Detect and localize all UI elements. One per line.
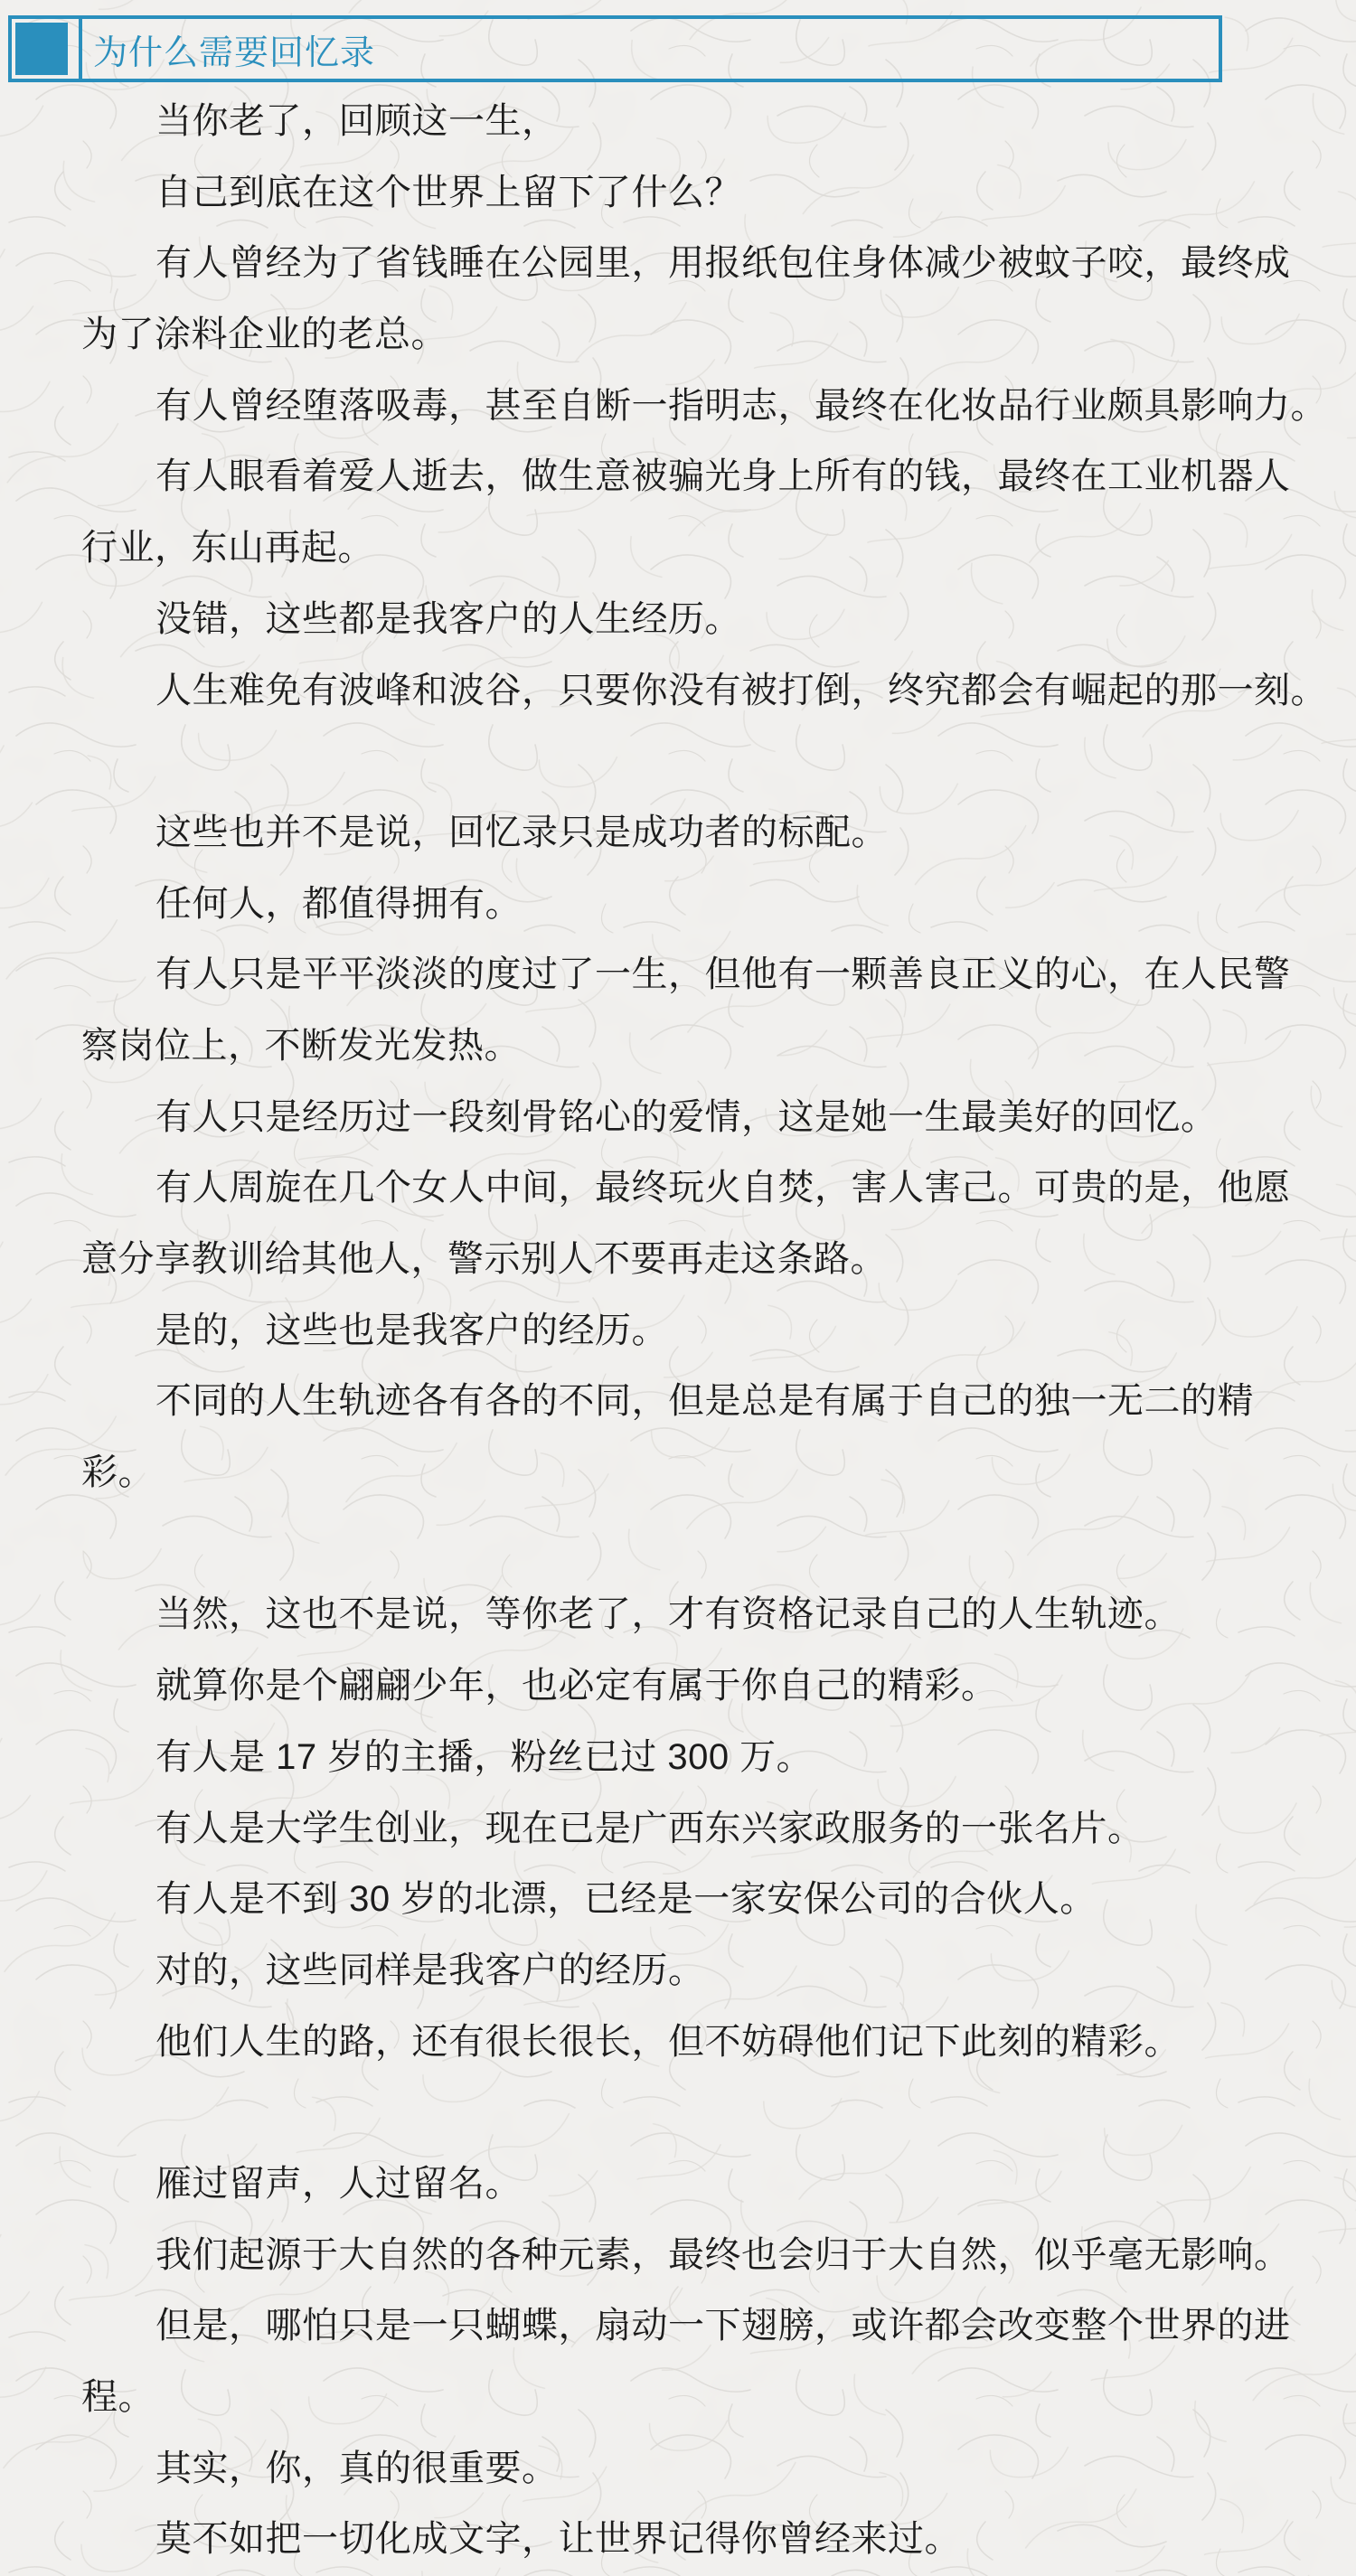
empty-line	[81, 1509, 1338, 1580]
text-line: 有人是不到 30 岁的北漂，已经是一家安保公司的合伙人。	[155, 1879, 1097, 1920]
empty-line	[81, 726, 1338, 797]
text-line: 自己到底在这个世界上留下了什么？	[155, 172, 741, 212]
text-line: 意分享教训给其他人，警示别人不要再走这条路。	[81, 1239, 887, 1279]
text-line: 有人周旋在几个女人中间，最终玩火自焚，害人害己。可贵的是，他愿	[155, 1168, 1291, 1208]
text-line: 莫不如把一切化成文字，让世界记得你曾经来过。	[155, 2519, 961, 2560]
text-line: 这些也并不是说，回忆录只是成功者的标配。	[155, 812, 888, 852]
text-line: 有人曾经堕落吸毒，甚至自断一指明志，最终在化妆品行业颇具影响力。	[155, 385, 1327, 426]
text-line: 当然，这也不是说，等你老了，才有资格记录自己的人生轨迹。	[155, 1594, 1181, 1635]
text-line: 我们起源于大自然的各种元素，最终也会归于大自然，似乎毫无影响。	[155, 2234, 1291, 2275]
text-line: 没错，这些都是我客户的人生经历。	[155, 598, 741, 639]
text-line: 有人只是经历过一段刻骨铭心的爱情，这是她一生最美好的回忆。	[155, 1096, 1218, 1137]
text-line: 有人是大学生创业，现在已是广西东兴家政服务的一张名片。	[155, 1808, 1144, 1848]
empty-line	[81, 2077, 1338, 2148]
text-line: 察岗位上，不断发光发热。	[81, 1025, 521, 1066]
text-line: 其实，你，真的很重要。	[155, 2448, 559, 2488]
title-bullet-square	[15, 23, 68, 75]
text-line: 当你老了，回顾这一生，	[155, 101, 559, 141]
text-line: 彩。	[81, 1453, 155, 1493]
text-line: 是的，这些也是我客户的经历。	[155, 1310, 668, 1350]
text-line: 有人眼看着爱人逝去，做生意被骗光身上所有的钱，最终在工业机器人	[155, 456, 1291, 497]
text-line: 人生难免有波峰和波谷，只要你没有被打倒，终究都会有崛起的那一刻。	[155, 670, 1327, 710]
text-line: 不同的人生轨迹各有各的不同，但是总是有属于自己的独一无二的精	[155, 1381, 1254, 1422]
text-line: 行业，东山再起。	[81, 528, 374, 569]
section-title: 为什么需要回忆录	[93, 33, 376, 72]
text-line: 就算你是个翩翩少年，也必定有属于你自己的精彩。	[155, 1666, 998, 1706]
text-line: 但是，哪怕只是一只蝴蝶，扇动一下翅膀，或许都会改变整个世界的进	[155, 2306, 1291, 2346]
article-body	[81, 86, 1338, 2575]
text-line: 有人是 17 岁的主播，粉丝已过 300 万。	[155, 1736, 814, 1777]
text-line: 对的，这些同样是我客户的经历。	[155, 1950, 705, 1990]
section-header	[8, 15, 1222, 82]
text-line: 任何人，都值得拥有。	[155, 883, 522, 924]
text-line: 他们人生的路，还有很长很长，但不妨碍他们记下此刻的精彩。	[155, 2021, 1181, 2062]
text-line: 雁过留声，人过留名。	[155, 2163, 522, 2204]
text-line: 程。	[81, 2377, 155, 2417]
text-line: 有人曾经为了省钱睡在公园里，用报纸包住身体减少被蚊子咬，最终成	[155, 243, 1291, 284]
text-line: 有人只是平平淡淡的度过了一生，但他有一颗善良正义的心，在人民警	[155, 954, 1291, 995]
text-line: 为了涂料企业的老总。	[81, 315, 447, 355]
title-bullet-cell	[12, 19, 82, 79]
